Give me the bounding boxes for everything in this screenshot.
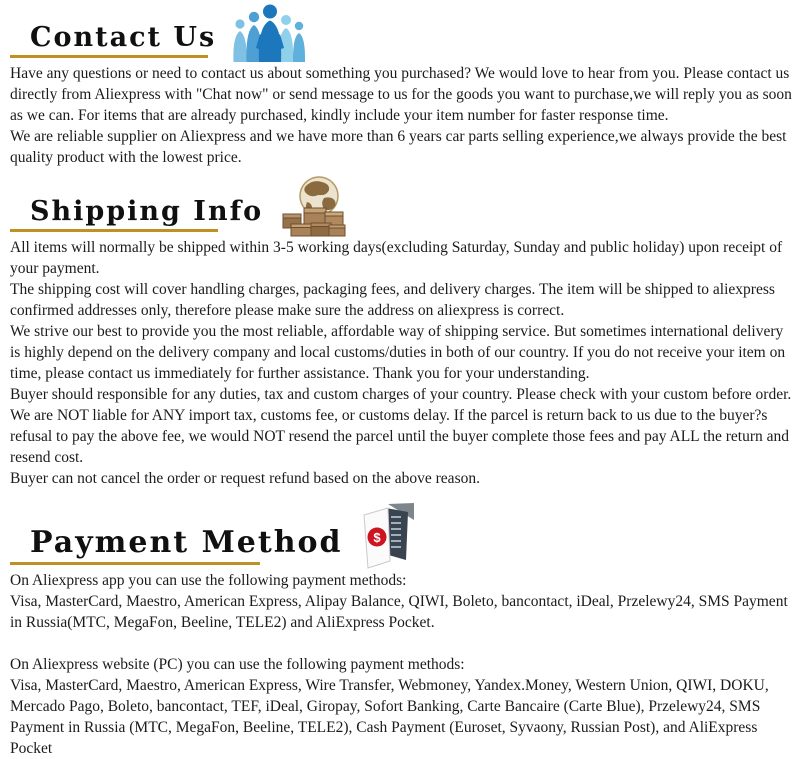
paragraph: Buyer should responsible for any duties, tax and custom charges of your country. Please check with your custom before order. xyxy=(10,386,792,403)
payment-method-title: Payment Method xyxy=(30,525,343,560)
contact-us-title: Contact Us xyxy=(30,22,217,53)
section-contact-us xyxy=(10,4,792,168)
paragraph: On Aliexpress website (PC) you can use the following payment methods: xyxy=(10,656,465,673)
paragraph: Have any questions or need to contact us about something you purchased? We would love to hear from you. Please contact us directly from Aliexpress with "Chat now" or send message to us for the goods you want to purchase,we will reply you as soon as we can. For items that are already purchased, kindly include your item number for faster response time. xyxy=(10,65,792,124)
svg-text:$: $ xyxy=(372,530,381,545)
section-payment-method xyxy=(10,503,792,759)
people-group-icon xyxy=(230,4,306,62)
section-shipping-info xyxy=(10,176,792,489)
payment-method-body xyxy=(10,565,792,759)
paragraph: Visa, MasterCard, Maestro, American Express, Wire Transfer, Webmoney, Yandex.Money, Western Union, QIWI, DOKU, Mercado Pago, Boleto, bancontact, TEF, iDeal, Giropay, Sofort Banking, Carte Bancaire (Carte Blue), Przelewy24, SMS Payment in Russia (MTC, MegaFon, Beeline, TELE2), Cash Payment (Euroset, Syvaony, Russian Post), and AliExpress Pocket xyxy=(10,677,769,757)
paragraph: All items will normally be shipped within 3-5 working days(excluding Saturday, Sunday and public holiday) upon receipt of your payment. xyxy=(10,239,783,277)
paragraph: We are reliable supplier on Aliexpress and we have more than 6 years car parts selling experience,we always provide the best quality product with the lowest price. xyxy=(10,128,787,166)
paragraph: Buyer can not cancel the order or request refund based on the above reason. xyxy=(10,470,480,487)
paragraph: We are NOT liable for ANY import tax, customs fee, or customs delay. If the parcel is return back to us due to the buyer?s refusal to pay the above fee, we would NOT resend the parcel until the buyer complete those fees and pay ALL the return and resend cost. xyxy=(10,407,790,466)
contact-us-body xyxy=(10,58,792,168)
contact-us-divider xyxy=(10,55,208,58)
shipping-info-title: Shipping Info xyxy=(30,196,264,227)
payment-method-divider xyxy=(10,562,260,565)
shipping-info-divider xyxy=(10,229,218,232)
shipping-info-header xyxy=(10,176,792,232)
wallet-dollar-icon xyxy=(357,503,415,569)
contact-us-header xyxy=(10,4,792,58)
paragraph: On Aliexpress app you can use the following payment methods: xyxy=(10,572,407,589)
paragraph: Visa, MasterCard, Maestro, American Express, Alipay Balance, QIWI, Boleto, bancontact, iDeal, Przelewy24, SMS Payment in Russia(MTC, MegaFon, Beeline, TELE2) and AliExpress Pocket. xyxy=(10,593,788,631)
paragraph: The shipping cost will cover handling charges, packaging fees, and delivery charges. The item will be shipped to aliexpress confirmed addresses only, therefore please make sure the address on aliexpress is correct. xyxy=(10,281,775,319)
shipping-info-body xyxy=(10,232,792,489)
paragraph: We strive our best to provide you the most reliable, affordable way of shipping service. But sometimes international delivery is highly depend on the delivery company and local customs/duties in both of our country. If you do not receive your item on time, please contact us immediately for further assistance. Thank you for your understanding. xyxy=(10,323,786,382)
payment-method-header xyxy=(10,503,792,565)
globe-parcels-icon xyxy=(277,176,351,236)
